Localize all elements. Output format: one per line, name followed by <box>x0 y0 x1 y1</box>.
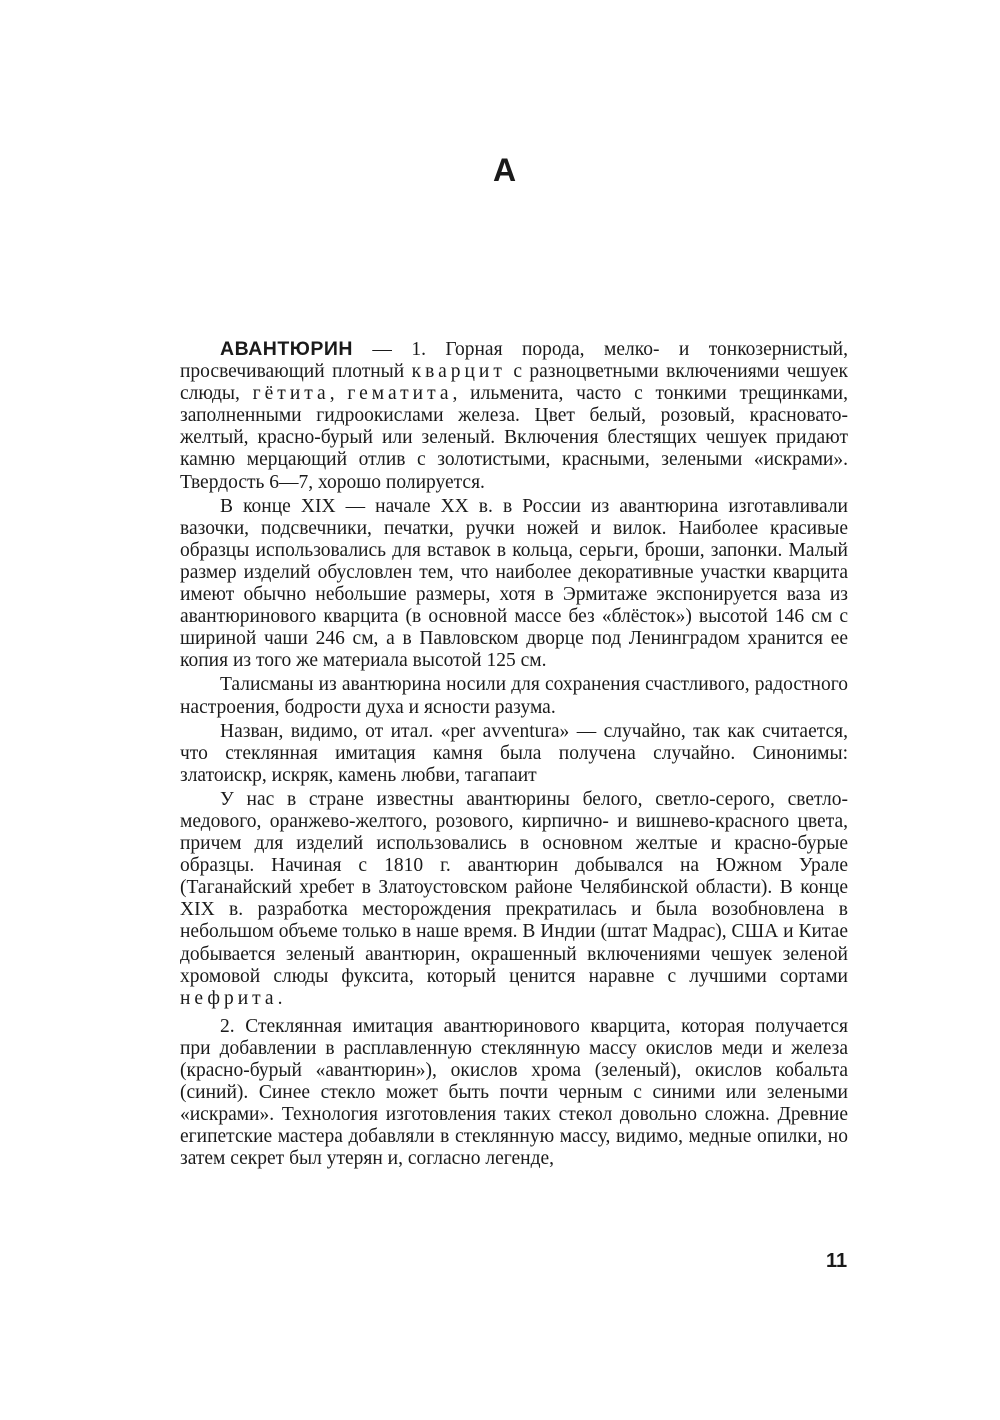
p5-part-b: . <box>277 987 283 1009</box>
entry-dash: — <box>352 339 412 360</box>
p1-part-c: , <box>329 383 348 405</box>
spaced-term-kvarcit: кварцит <box>411 361 506 383</box>
p5-part-a: У нас в стране известны авантюрины белого, светло-серого, светло-медового, оранжево-желтого, розового, кирпично- и вишнево-красного цвета, причем для изделий использовались в основном желтые и красно-бурые образцы. Начиная с 1810 г. авантюрин добывался на Южном Урале (Таганайский хребет в Златоустовском районе Челябинской области). В конце XIX в. разработка месторождения прекратилась и была возобновлена в небольшом объеме только в наше время. В Индии (штат Мадрас), США и Китае добывается зеленый авантюрин, окрашенный включениями чешуек зеленой хромовой слюды фуксита, который ценится наравне с лучшими сортами <box>180 788 848 987</box>
entry-paragraph-2: В конце XIX — начале XX в. в России из авантюрина изготавливали вазочки, подсвечники, печатки, ручки ножей и вилок. Наиболее красивые образцы использовались для вставок в кольца, серьги, броши, запонки. Малый размер изделий обусловлен тем, что наиболее декоративные участки кварцита имеют обычно небольшие размеры, хотя в Эрмитаже экспонируется ваза из авантюринового кварцита (в основной массе без «блёсток») высотой 146 см с шириной чаши 246 см, а в Павловском дворце под Ленинградом хранится ее копия из того же материала высотой 125 см. <box>180 495 848 672</box>
dictionary-entry <box>180 338 848 1172</box>
section-letter: А <box>492 152 518 188</box>
entry-paragraph-4: Назван, видимо, от итал. «per avventura» — случайно, так как считается, что стеклянная имитация камня была получена случайно. Синонимы: златоискр, искряк, камень любви, тагапаит <box>180 720 848 786</box>
entry-term: АВАНТЮРИН <box>220 338 353 360</box>
spaced-term-nefrita: нефрита <box>180 987 278 1009</box>
p1-part-d: , ильменита, часто с тонкими трещинками, заполненными гидроокислами железа. Цвет белый, розовый, красновато-желтый, красно-бурый или зеленый. Включения блестящих чешуек придают камню мерцающий отлив с золотистыми, красными, зелеными «искрами». Твердость 6—7, хорошо полируется. <box>180 383 848 493</box>
page-number: 11 <box>826 1250 848 1272</box>
entry-paragraph-1 <box>180 338 848 494</box>
entry-paragraph-5 <box>180 789 848 1010</box>
p1-part-b: с разноцветными включениями чешуек слюды, <box>180 361 848 405</box>
spaced-term-gematita: гематита <box>347 383 453 405</box>
spaced-term-getita: гётита <box>252 383 330 405</box>
entry-paragraph-6: 2. Стеклянная имитация авантюринового кварцита, которая получается при добавлении в расплавленную стеклянную массу окислов меди и железа (красно-бурый «авантюрин»), окислов хрома (зеленый), окислов кобальта (синий). Синее стекло может быть почти черным с синими или зелеными «искрами». Технология изготовления таких стекол довольно сложна. Древние египетские мастера добавляли в стеклянную массу, видимо, медные опилки, но затем секрет был утерян и, согласно легенде, <box>180 1015 848 1170</box>
entry-paragraph-3: Талисманы из авантюрина носили для сохранения счастливого, радостного настроения, бодрости духа и ясности разума. <box>180 674 848 718</box>
p1-part-a: 1. Горная порода, мелко- и тонкозернистый, просвечивающий плотный <box>180 339 848 383</box>
